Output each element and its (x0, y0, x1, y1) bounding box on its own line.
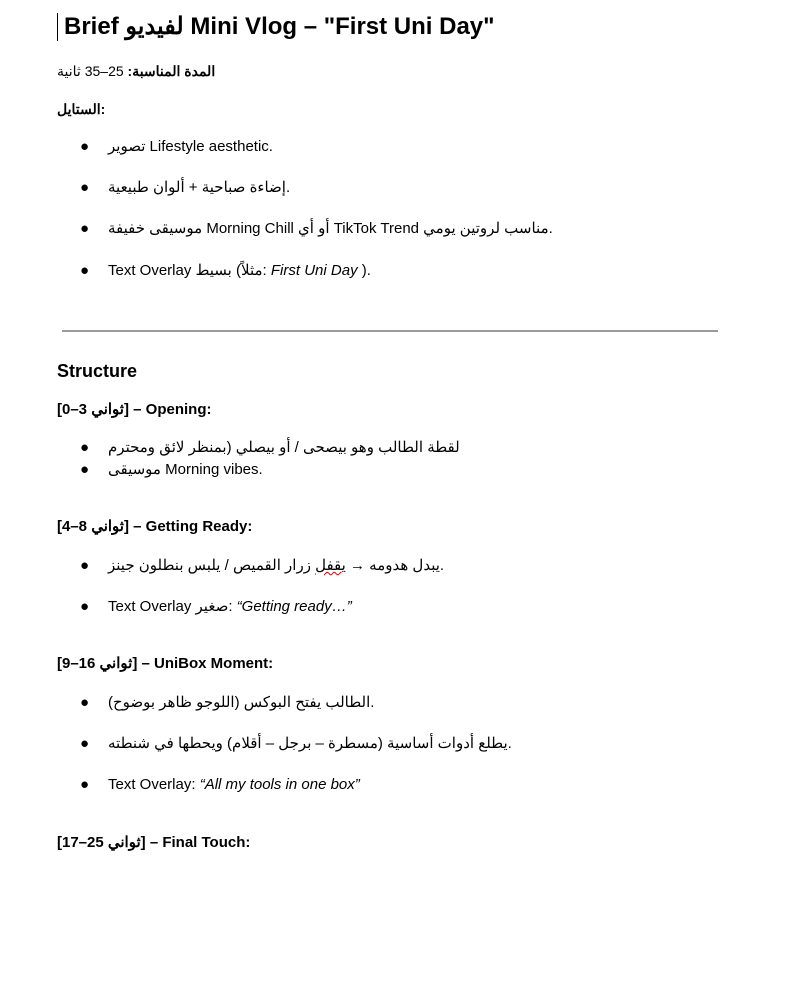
bullet-marker: ● (80, 138, 90, 155)
getting-ready-item-2 (108, 598, 352, 616)
style-item-4-suffix: ). (357, 262, 371, 279)
bullet-marker: ● (80, 776, 90, 793)
bullet-marker: ● (80, 262, 90, 279)
getting-ready-item-2-italic: “Getting ready…” (236, 598, 352, 615)
getting-ready-item-1 (108, 557, 444, 575)
style-item-2: إضاءة صباحية + ألوان طبيعية. (108, 179, 291, 196)
style-item-4 (108, 262, 371, 280)
spellcheck-flagged-word[interactable]: يقفل (315, 557, 346, 574)
unibox-item-3-italic: “All my tools in one box” (199, 776, 360, 793)
style-item-4-italic: First Uni Day (270, 262, 358, 279)
getting-ready-item-1-before: يبدل هدومه → (345, 557, 440, 574)
duration-value: 25–35 ثانية (57, 63, 124, 79)
duration-label: المدة المناسبة: (127, 63, 216, 79)
section-final-touch-heading: [17–25 ثواني] – Final Touch: (57, 834, 251, 851)
opening-item-2: موسيقى Morning vibes. (108, 461, 263, 478)
getting-ready-item-1-after: زرار القميص / يلبس بنطلون جينز. (108, 557, 445, 574)
opening-item-1: لقطة الطالب وهو بيصحى / أو بيصلي (بمنظر لائق ومحترم (108, 439, 460, 456)
structure-heading: Structure (57, 361, 138, 381)
section-unibox-heading: [9–16 ثواني] – UniBox Moment: (57, 655, 274, 672)
getting-ready-item-2-prefix: Text Overlay صغير: (108, 598, 237, 615)
style-item-4-prefix: Text Overlay بسيط (مثلاً: (108, 262, 271, 279)
document-title[interactable]: Brief لفيديو Mini Vlog – "First Uni Day" (64, 13, 495, 40)
text-cursor (57, 13, 58, 41)
unibox-item-3 (108, 776, 360, 794)
bullet-marker: ● (80, 439, 90, 456)
bullet-marker: ● (80, 694, 90, 711)
style-label: الستايل: (57, 101, 106, 117)
bullet-marker: ● (80, 220, 90, 237)
section-opening-heading: [0–3 ثواني] – Opening: (57, 401, 212, 418)
bullet-marker: ● (80, 735, 90, 752)
style-item-3: موسيقى خفيفة Morning Chill أو أي TikTok Trend مناسب لروتين يومي. (108, 220, 553, 237)
bullet-marker: ● (80, 179, 90, 196)
bullet-marker: ● (80, 557, 90, 574)
unibox-item-3-prefix: Text Overlay: (108, 776, 200, 793)
bullet-marker: ● (80, 461, 90, 478)
duration-line (57, 62, 215, 80)
title-row (57, 12, 495, 42)
bullet-marker: ● (80, 598, 90, 615)
unibox-item-2: يطلع أدوات أساسية (مسطرة – برجل – أقلام) ويحطها في شنطته. (108, 735, 512, 752)
unibox-item-1: الطالب يفتح البوكس (اللوجو ظاهر بوضوح). (108, 694, 375, 711)
horizontal-divider (62, 330, 718, 332)
section-getting-ready-heading: [4–8 ثواني] – Getting Ready: (57, 518, 253, 535)
style-item-1: تصوير Lifestyle aesthetic. (108, 138, 273, 155)
